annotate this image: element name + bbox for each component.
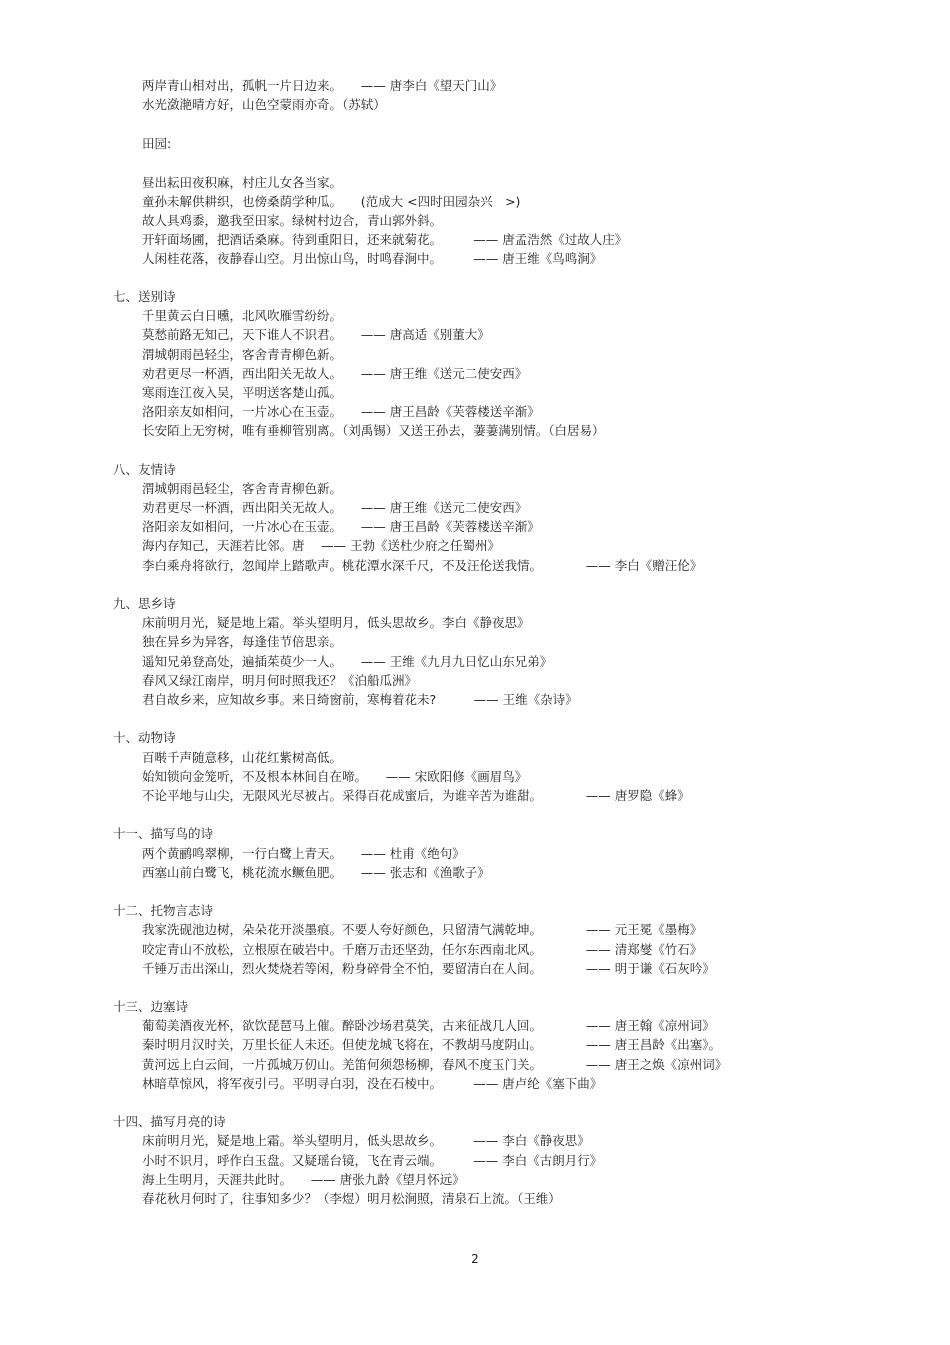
- poem-line: 长安陌上无穷树，唯有垂柳管别离。（刘禹锡）又送王孙去，萋萋满别情。（白居易）: [142, 423, 605, 438]
- poem-line: 两个黄鹂鸣翠柳，一行白鹭上青天。 —— 杜甫《绝句》: [142, 846, 465, 861]
- poem-line: 黄河远上白云间，一片孤城万仞山。羌笛何须怨杨柳，春风不度玉门关。 —— 唐王之焕《凉州词》: [142, 1057, 728, 1072]
- poem-line: 人闲桂花落，夜静春山空。月出惊山鸟，时鸣春涧中。 —— 唐王维《鸟鸣涧》: [142, 251, 603, 266]
- poem-line: 故人具鸡黍，邀我至田家。绿树村边合，青山郭外斜。: [142, 213, 443, 228]
- poem-line: 西塞山前白鹭飞，桃花流水鳜鱼肥。 —— 张志和《渔歌子》: [142, 865, 490, 880]
- section-heading: 十、动物诗: [113, 730, 176, 745]
- page-number: 2: [471, 1252, 479, 1266]
- section-heading: 十三、边塞诗: [113, 999, 189, 1014]
- poem-line: 千里黄云白日曛，北风吹雁雪纷纷。: [142, 308, 343, 323]
- poem-line: 我家洗砚池边树，朵朵花开淡墨痕。不要人夸好颜色，只留清气满乾坤。 —— 元王冕《墨梅》: [142, 922, 703, 937]
- poem-line: 百啭千声随意移，山花红紫树高低。: [142, 750, 343, 765]
- poem-line: 秦时明月汉时关，万里长征人未还。但使龙城飞将在，不教胡马度阴山。 —— 唐王昌龄《出塞》。: [142, 1037, 721, 1052]
- poem-line: 昼出耘田夜积麻，村庄儿女各当家。: [142, 175, 343, 190]
- poem-line: 床前明月光，疑是地上霜。举头望明月，低头思故乡。李白《静夜思》: [142, 615, 530, 630]
- section-heading: 九、思乡诗: [113, 596, 176, 611]
- poem-line: 君自故乡来，应知故乡事。来日绮窗前，寒梅着花未? —— 王维《杂诗》: [142, 692, 578, 707]
- poem-line: 莫愁前路无知己，天下谁人不识君。 —— 唐高适《别董大》: [142, 327, 490, 342]
- poem-line: 劝君更尽一杯酒，西出阳关无故人。 —— 唐王维《送元二使安西》: [142, 500, 528, 515]
- poem-line: 两岸青山相对出，孤帆一片日边来。 —— 唐李白《望天门山》: [142, 78, 503, 93]
- poem-line: 寒雨连江夜入吴，平明送客楚山孤。: [142, 385, 343, 400]
- poem-line: 洛阳亲友如相问，一片冰心在玉壶。 —— 唐王昌龄《芙蓉楼送辛渐》: [142, 519, 540, 534]
- poem-line: 始知锁向金笼听，不及根本林间自在啼。 —— 宋欧阳修《画眉鸟》: [142, 769, 528, 784]
- poem-line: 海上生明月，天涯共此时。 —— 唐张九龄《望月怀远》: [142, 1172, 465, 1187]
- poem-line: 葡萄美酒夜光杯，欲饮琵琶马上催。醉卧沙场君莫笑，古来征战几人回。 —— 唐王翰《凉州词》: [142, 1018, 715, 1033]
- poem-line: 李白乘舟将欲行，忽闻岸上踏歌声。桃花潭水深千尺，不及汪伦送我情。 —— 李白《赠汪伦》: [142, 558, 703, 573]
- poem-line: 林暗草惊风，将军夜引弓。平明寻白羽，没在石棱中。 —— 唐卢纶《塞下曲》: [142, 1076, 603, 1091]
- section-heading: 十四、描写月亮的诗: [113, 1114, 226, 1129]
- poem-line: 洛阳亲友如相问，一片冰心在玉壶。 —— 唐王昌龄《芙蓉楼送辛渐》: [142, 404, 540, 419]
- poem-line: 渭城朝雨邑轻尘，客舍青青柳色新。: [142, 481, 343, 496]
- poem-line: 不论平地与山尖，无限风光尽被占。采得百花成蜜后，为谁辛苦为谁甜。 —— 唐罗隐《蜂》: [142, 788, 690, 803]
- poem-line: 开轩面场圃，把酒话桑麻。待到重阳日，还来就菊花。 —— 唐孟浩然《过故人庄》: [142, 232, 628, 247]
- poem-line: 渭城朝雨邑轻尘，客舍青青柳色新。: [142, 347, 343, 362]
- poem-line: 春花秋月何时了，往事知多少？（李煜）明月松涧照，清泉石上流。（王维）: [142, 1191, 561, 1206]
- poem-line: 童孙未解供耕织，也傍桑荫学种瓜。 (范成大 <四时田园杂兴 >): [142, 194, 521, 209]
- poem-line: 劝君更尽一杯酒，西出阳关无故人。 —— 唐王维《送元二使安西》: [142, 366, 528, 381]
- poem-line: 田园:: [142, 136, 172, 151]
- section-heading: 十一、描写鸟的诗: [113, 826, 214, 841]
- poem-line: 独在异乡为异客，每逢佳节倍思亲。: [142, 634, 343, 649]
- poem-line: 海内存知己，天涯若比邻。唐 —— 王勃《送杜少府之任蜀州》: [142, 538, 500, 553]
- section-heading: 七、送别诗: [113, 289, 176, 304]
- poem-line: 春风又绿江南岸，明月何时照我还？《泊船瓜洲》: [142, 673, 418, 688]
- poem-line: 遥知兄弟登高处，遍插茱萸少一人。 —— 王维《九月九日忆山东兄弟》: [142, 654, 553, 669]
- poem-line: 小时不识月，呼作白玉盘。又疑瑶台镜，飞在青云端。 —— 李白《古朗月行》: [142, 1153, 603, 1168]
- section-heading: 八、友情诗: [113, 462, 176, 477]
- section-heading: 十二、托物言志诗: [113, 903, 214, 918]
- poem-line: 咬定青山不放松，立根原在破岩中。千磨万击还坚劲，任尔东西南北风。 —— 清郑燮《竹石》: [142, 942, 703, 957]
- poem-line: 床前明月光，疑是地上霜。举头望明月，低头思故乡。 —— 李白《静夜思》: [142, 1133, 590, 1148]
- poem-line: 水光潋滟晴方好，山色空蒙雨亦奇。（苏轼）: [142, 97, 386, 112]
- poem-line: 千锤万击出深山，烈火焚烧若等闲，粉身碎骨全不怕，要留清白在人间。 —— 明于谦《石灰吟》: [142, 961, 715, 976]
